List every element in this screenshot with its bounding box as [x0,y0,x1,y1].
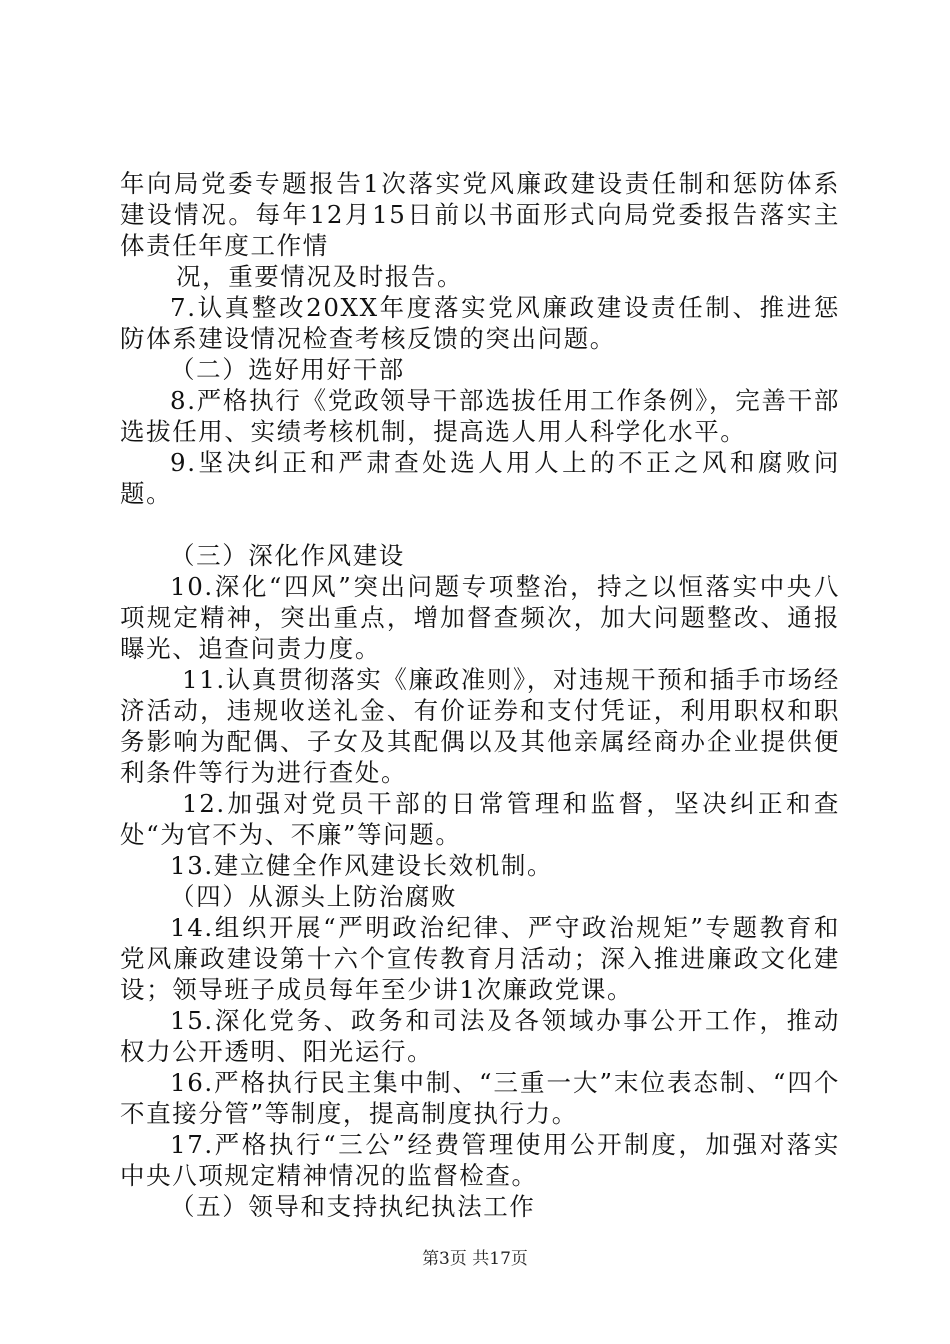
paragraph-continuation-tail: 况，重要情况及时报告。 [176,262,464,291]
page-number-label: 第3页 共17页 [422,1249,528,1269]
paragraph-item-9: 9.坚决纠正和严肃查处选人用人上的不正之风和腐败问题。 [120,448,840,508]
paragraph-item-17: 17.严格执行“三公”经费管理使用公开制度，加强对落实中央八项规定精神情况的监督检查。 [120,1130,840,1190]
paragraph-continuation: 年向局党委专题报告1次落实党风廉政建设责任制和惩防体系建设情况。每年12月15日前以书面形式向局党委报告落实主体责任年度工作情 [120,169,840,260]
section-heading-3: （三）深化作风建设 [170,541,405,570]
paragraph-item-11: 11.认真贯彻落实《廉政准则》，对违规干预和插手市场经济活动，违规收送礼金、有价证券和支付凭证，利用职权和职务影响为配偶、子女及其配偶以及其他亲属经商办企业提供便利条件等行为进行查处。 [120,665,840,787]
section-heading-5: （五）领导和支持执纪执法工作 [170,1192,536,1221]
section-heading-4: （四）从源头上防治腐败 [170,882,458,911]
paragraph-item-13: 13.建立健全作风建设长效机制。 [170,851,554,880]
paragraph-item-16: 16.严格执行民主集中制、“三重一大”末位表态制、“四个不直接分管”等制度，提高制度执行力。 [120,1068,840,1128]
spacer [120,509,840,540]
paragraph-item-12: 12.加强对党员干部的日常管理和监督，坚决纠正和查处“为官不为、不廉”等问题。 [120,789,840,849]
paragraph-item-8: 8.严格执行《党政领导干部选拔任用工作条例》，完善干部选拔任用、实绩考核机制，提高选人用人科学化水平。 [120,386,840,446]
paragraph-item-15: 15.深化党务、政务和司法及各领域办事公开工作，推动权力公开透明、阳光运行。 [120,1006,840,1066]
paragraph-item-14: 14.组织开展“严明政治纪律、严守政治规矩”专题教育和党风廉政建设第十六个宣传教育月活动；深入推进廉政文化建设；领导班子成员每年至少讲1次廉政党课。 [120,913,840,1004]
document-body [120,168,840,1222]
paragraph-item-7: 7.认真整改20XX年度落实党风廉政建设责任制、推进惩防体系建设情况检查考核反馈的突出问题。 [120,293,840,353]
page-footer [0,1244,950,1269]
section-heading-2: （二）选好用好干部 [170,355,405,384]
paragraph-item-10: 10.深化“四风”突出问题专项整治，持之以恒落实中央八项规定精神，突出重点，增加督查频次，加大问题整改、通报曝光、追查问责力度。 [120,572,840,663]
